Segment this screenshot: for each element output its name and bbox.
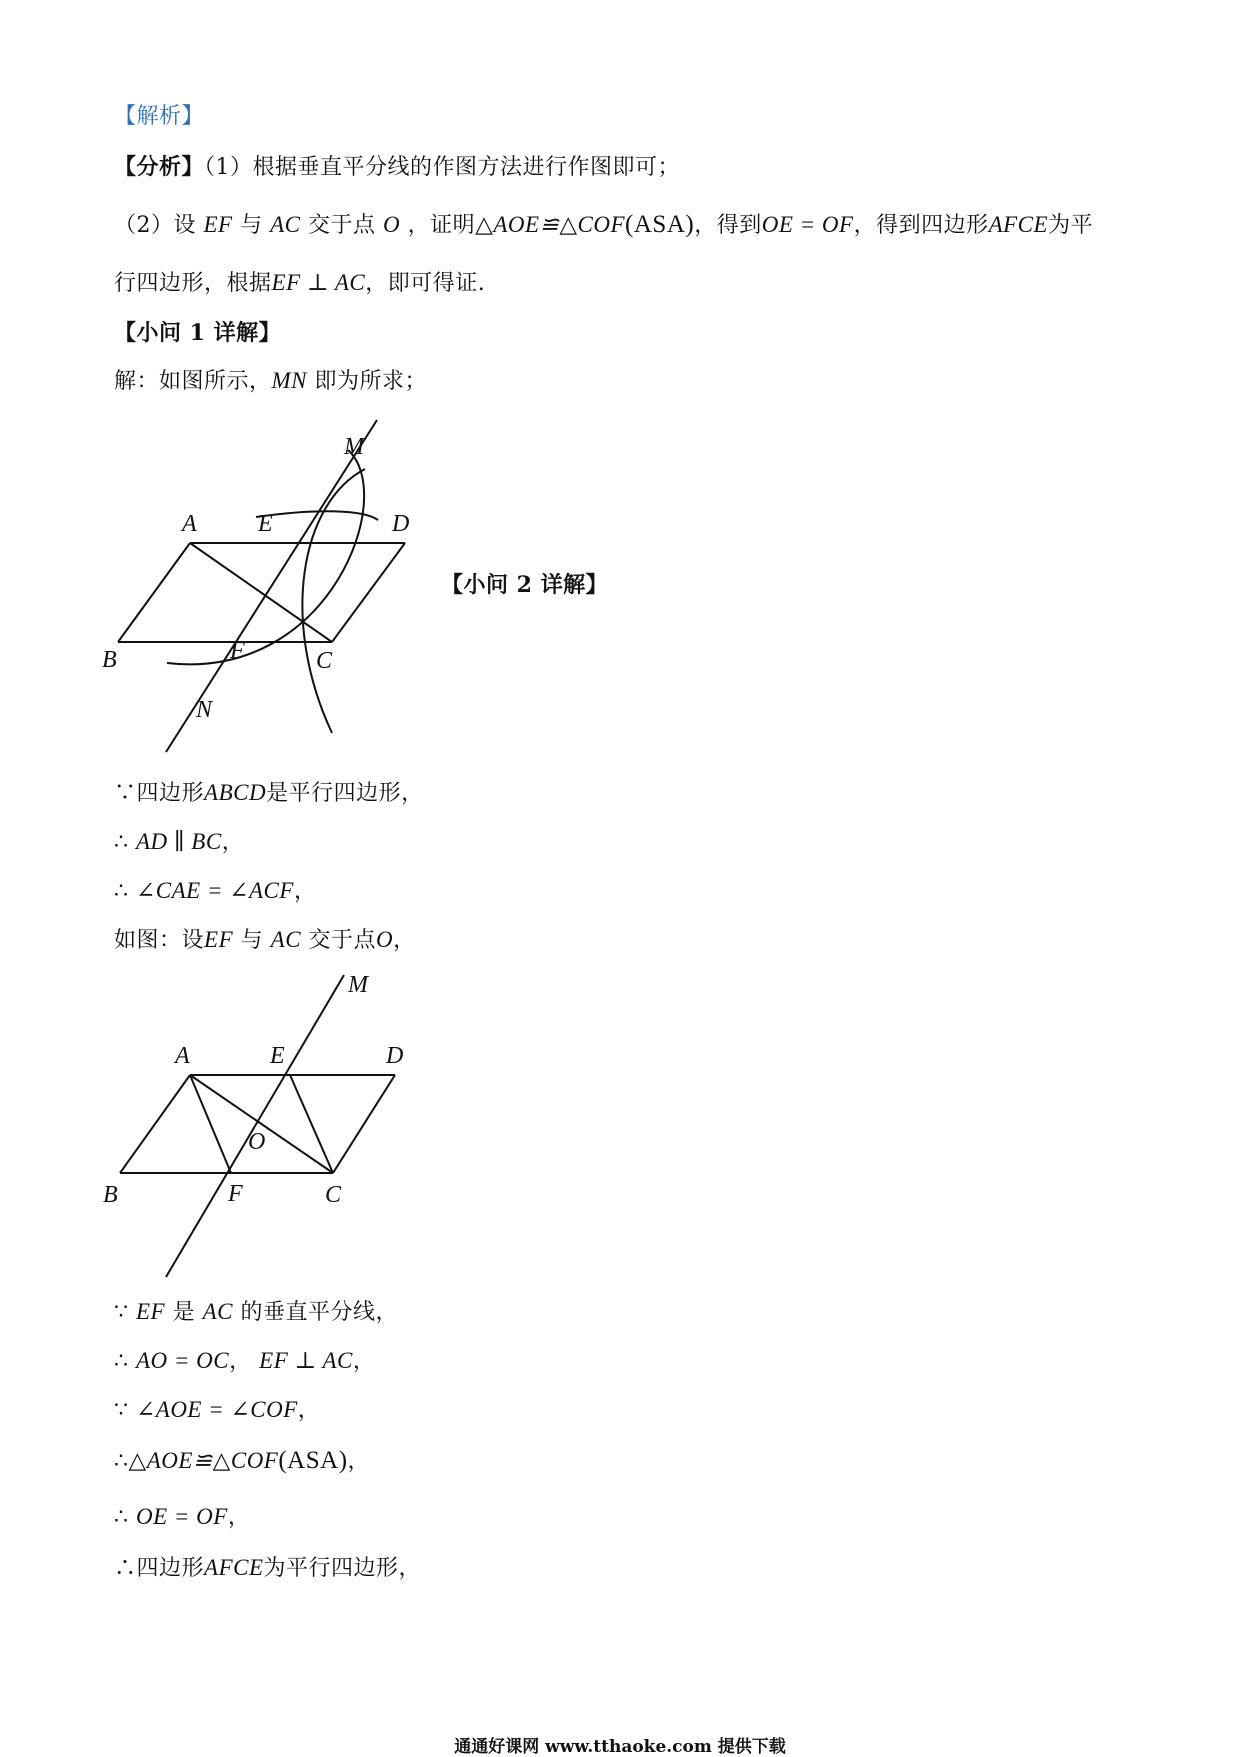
proof-step-9	[114, 1502, 250, 1533]
label-m: M	[348, 972, 368, 998]
math-congruence: △AOE≌△COF	[128, 1448, 279, 1473]
label-o: O	[248, 1129, 266, 1155]
text: 为平行四边形，	[263, 1556, 422, 1581]
math-afce: AFCE	[204, 1555, 264, 1580]
proof-step-3	[114, 876, 316, 907]
analysis-text-1: （1）根据垂直平分线的作图方法进行作图即可；	[204, 155, 681, 180]
arc-from-c	[167, 450, 364, 664]
therefore-symbol: ∴	[114, 1449, 129, 1474]
label-f: F	[230, 638, 245, 664]
label-f: F	[228, 1181, 243, 1207]
math-parallel: AD ∥ BC	[136, 829, 222, 854]
text: ，即可得证.	[365, 271, 486, 296]
label-d: D	[392, 511, 410, 537]
math-mn: MN	[271, 368, 308, 393]
figure-2-parallelogram	[100, 965, 440, 1280]
arc-from-a	[302, 469, 365, 733]
label-d: D	[386, 1043, 404, 1069]
text: ，得到四边形	[853, 213, 989, 238]
text: ，	[293, 879, 317, 904]
math-abcd: ABCD	[204, 780, 267, 805]
math-oe-of: OE = OF	[136, 1504, 228, 1529]
proof-step-5	[114, 1297, 398, 1328]
text: ，	[393, 928, 416, 953]
proof-step-10	[114, 1553, 421, 1584]
text: 如图：设	[114, 928, 205, 953]
text: 四边形	[136, 1556, 205, 1581]
because-symbol: ∵	[114, 781, 137, 806]
proof-step-7	[114, 1395, 320, 1426]
label-c: C	[325, 1182, 342, 1208]
text: 交于点	[308, 213, 376, 238]
because-symbol: ∵	[114, 1300, 129, 1325]
label-m: M	[344, 434, 364, 460]
text: 与	[240, 213, 263, 238]
math-perp: EF ⊥ AC	[259, 1348, 353, 1373]
proof-step-6	[114, 1346, 375, 1377]
text: 是	[172, 1300, 196, 1325]
therefore-symbol: ∴	[114, 1349, 129, 1374]
section-header: 【解析】	[114, 104, 205, 129]
text: 是平行四边形，	[266, 781, 424, 806]
text: ，	[227, 1505, 251, 1530]
text: 四边形	[136, 781, 205, 806]
math-o: O	[383, 212, 401, 237]
side-dc	[332, 543, 405, 642]
proof-step-1	[114, 778, 424, 809]
side-ab	[120, 1075, 190, 1173]
text: ，	[229, 1349, 252, 1374]
label-b: B	[102, 647, 117, 673]
label-b: B	[103, 1182, 118, 1208]
analysis-label: 【分析】	[114, 154, 205, 180]
text: ，	[352, 1349, 376, 1374]
q2-title: 【小问 2 详解】	[441, 572, 609, 598]
text: 的垂直平分线，	[240, 1300, 399, 1325]
q1-title: 【小问 1 详解】	[114, 320, 282, 346]
math-ac: AC	[270, 212, 301, 237]
math-ef: EF	[203, 212, 233, 237]
math-congruence: △AOE≌△COF	[475, 212, 626, 237]
text: 为平	[1048, 213, 1094, 238]
proof-step-2	[114, 827, 244, 858]
math-ao-oc: AO = OC	[136, 1348, 230, 1373]
line-mn	[166, 975, 344, 1277]
math-asa: (ASA)	[278, 1447, 348, 1474]
figure-1-construction	[100, 400, 450, 770]
math-ac: AC	[202, 1299, 234, 1324]
side-ab	[118, 543, 190, 642]
text: 解：如图所示，	[114, 369, 272, 394]
page-footer: 通通好课网 www.tthaoke.com 提供下载	[454, 1737, 786, 1757]
text: 行四边形，根据	[114, 271, 272, 296]
text: 交于点	[308, 928, 377, 953]
analysis-line-1	[114, 152, 680, 183]
label-a: A	[175, 1043, 190, 1069]
text: 与	[240, 928, 264, 953]
text: ，得到	[694, 213, 762, 238]
math-oe-of: OE = OF	[761, 212, 854, 237]
label-c: C	[316, 648, 333, 674]
text: ，	[297, 1398, 321, 1423]
therefore-symbol: ∴	[114, 1556, 137, 1581]
proof-step-4	[114, 925, 416, 956]
label-a: A	[182, 511, 197, 537]
text: ，	[347, 1449, 371, 1474]
label-e: E	[270, 1043, 285, 1069]
text: ，证明	[407, 213, 476, 238]
proof-step-8	[114, 1446, 370, 1477]
text: ，	[221, 830, 245, 855]
math-afce: AFCE	[988, 212, 1049, 237]
math-ac: AC	[270, 927, 302, 952]
therefore-symbol: ∴	[114, 1505, 129, 1530]
label-e: E	[258, 511, 273, 537]
math-angle-equal: ∠AOE = ∠COF	[136, 1397, 298, 1422]
math-ef: EF	[204, 927, 234, 952]
side-dc	[333, 1075, 395, 1173]
text: （2）设	[114, 213, 196, 238]
math-o: O	[376, 927, 394, 952]
text: 即为所求；	[314, 369, 428, 394]
label-n: N	[196, 697, 213, 723]
therefore-symbol: ∴	[114, 879, 129, 904]
because-symbol: ∵	[114, 1398, 129, 1423]
math-asa: (ASA)	[625, 211, 695, 238]
math-perp: EF ⊥ AC	[271, 270, 366, 295]
math-angle-equal: ∠CAE = ∠ACF	[136, 878, 294, 903]
diagonal-ac	[190, 543, 332, 642]
analysis-line-2	[114, 210, 1093, 241]
q1-answer	[114, 366, 427, 397]
therefore-symbol: ∴	[114, 830, 129, 855]
math-ef: EF	[136, 1299, 166, 1324]
analysis-line-3	[114, 268, 485, 299]
